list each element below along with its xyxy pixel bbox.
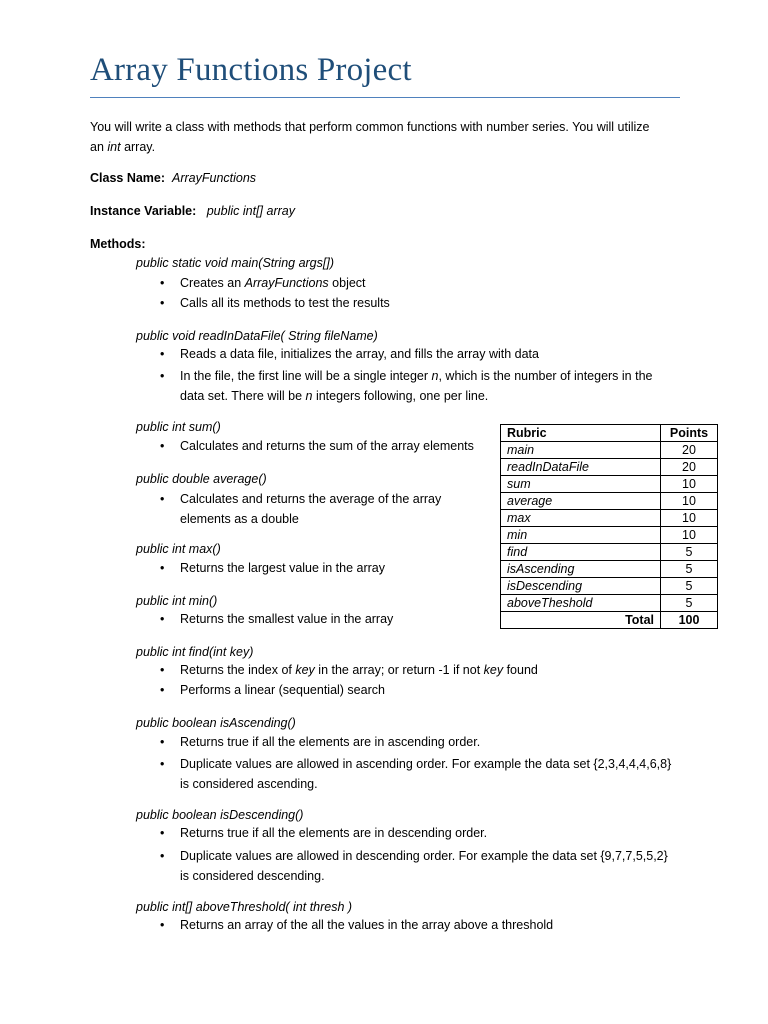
method-sum-signature: public int sum() (136, 420, 221, 434)
rubric-item-name: isDescending (501, 578, 661, 595)
rubric-item-name: isAscending (501, 561, 661, 578)
rubric-item-points: 5 (661, 578, 718, 595)
list-item (160, 663, 538, 677)
rubric-table (500, 424, 718, 629)
bullet-text: In the file, the first line will be a single integer (180, 369, 432, 383)
intro-text: an (90, 140, 108, 154)
intro-line-2 (90, 137, 690, 157)
rubric-item-points: 5 (661, 595, 718, 612)
table-row (501, 561, 718, 578)
bullet-text: Performs a linear (sequential) search (180, 683, 385, 697)
page-title: Array Functions Project (90, 52, 412, 88)
bullet-emphasis: ArrayFunctions (244, 276, 329, 290)
intro-line-1: You will write a class with methods that perform common functions with number series. You will utilize (90, 120, 650, 134)
method-isdescending-signature: public boolean isDescending() (136, 808, 304, 822)
bullet-text-end: , which is the number of integers in the (438, 369, 653, 383)
rubric-item-points: 10 (661, 527, 718, 544)
table-row (501, 493, 718, 510)
bullet-text: Returns the index of (180, 663, 296, 677)
bullet-emphasis: n (431, 369, 439, 383)
list-item (160, 561, 385, 575)
bullet-text: Calls all its methods to test the results (180, 296, 390, 310)
table-row (501, 527, 718, 544)
intro-emphasis: int (107, 140, 121, 154)
bullet-text-line2: elements as a double (180, 512, 299, 526)
method-isascending-signature: public boolean isAscending() (136, 716, 296, 730)
rubric-item-name: min (501, 527, 661, 544)
bullet-text: Calculates and returns the sum of the array elements (180, 439, 474, 453)
rubric-item-name: max (501, 510, 661, 527)
table-row (501, 510, 718, 527)
rubric-header-row (501, 425, 718, 442)
bullet: • (160, 918, 165, 932)
rubric-item-name: main (501, 442, 661, 459)
rubric-item-name: aboveTheshold (501, 595, 661, 612)
bullet-text: Returns true if all the elements are in ascending order. (180, 735, 481, 749)
rubric-item-points: 10 (661, 493, 718, 510)
table-row (501, 476, 718, 493)
instance-variable-label: Instance Variable: (90, 204, 197, 218)
bullet-text-end: found (503, 663, 538, 677)
methods-heading: Methods: (90, 237, 146, 251)
intro-text-end: array. (120, 140, 156, 154)
method-max-signature: public int max() (136, 542, 221, 556)
list-item (160, 918, 553, 932)
list-item (160, 489, 441, 529)
bullet: • (160, 683, 165, 697)
bullet: • (160, 561, 165, 575)
bullet-text-line2: data set. There will be (180, 389, 306, 403)
list-item (160, 296, 390, 310)
rubric-item-points: 20 (661, 459, 718, 476)
bullet: • (160, 826, 165, 840)
bullet: • (160, 276, 165, 290)
bullet-text-line2-end: integers following, one per line. (312, 389, 489, 403)
bullet-text: Reads a data file, initializes the array, and fills the array with data (180, 347, 539, 361)
rubric-header-points: Points (661, 425, 718, 442)
class-name-label: Class Name: (90, 171, 166, 185)
bullet-emphasis: key (295, 663, 315, 677)
bullet-text: Returns an array of the all the values in the array above a threshold (180, 918, 554, 932)
list-item (160, 612, 393, 626)
rubric-total-value: 100 (661, 612, 718, 629)
list-item (160, 826, 487, 840)
rubric-total-row (501, 612, 718, 629)
bullet-text: Returns true if all the elements are in descending order. (180, 826, 488, 840)
bullet-text: Returns the smallest value in the array (180, 612, 394, 626)
bullet-text-mid: in the array; or return -1 if not (314, 663, 484, 677)
instance-variable-value: public int[] array (206, 204, 295, 218)
bullet-text: Creates an (180, 276, 245, 290)
rubric-header-name: Rubric (501, 425, 661, 442)
method-readindatafile-signature: public void readInDataFile( String fileName) (136, 329, 378, 343)
bullet-text: Returns the largest value in the array (180, 561, 385, 575)
bullet-text: Duplicate values are allowed in ascending order. For example the data set {2,3,4,4,4,6,8} (180, 757, 672, 771)
bullet: • (160, 849, 165, 863)
list-item (160, 366, 653, 406)
rubric-item-points: 10 (661, 476, 718, 493)
instance-variable-line (90, 204, 295, 218)
list-item (160, 439, 474, 453)
list-item (160, 276, 366, 290)
bullet: • (160, 296, 165, 310)
method-min-signature: public int min() (136, 594, 218, 608)
rubric-item-points: 10 (661, 510, 718, 527)
table-row (501, 578, 718, 595)
title-divider (90, 97, 680, 98)
bullet: • (160, 347, 165, 361)
rubric-item-points: 20 (661, 442, 718, 459)
rubric-total-label: Total (501, 612, 661, 629)
table-row (501, 442, 718, 459)
bullet-emphasis-2: key (483, 663, 504, 677)
bullet-text: Duplicate values are allowed in descending order. For example the data set {9,7,7,5,5,2} (180, 849, 668, 863)
table-row (501, 459, 718, 476)
rubric-item-name: average (501, 493, 661, 510)
bullet: • (160, 492, 165, 506)
bullet: • (160, 735, 165, 749)
list-item (160, 683, 385, 697)
bullet-text: Calculates and returns the average of the array (180, 492, 442, 506)
rubric-item-name: sum (501, 476, 661, 493)
rubric-item-points: 5 (661, 561, 718, 578)
bullet: • (160, 757, 165, 771)
bullet: • (160, 439, 165, 453)
method-average-signature: public double average() (136, 472, 267, 486)
bullet-text-line2: is considered descending. (180, 869, 325, 883)
rubric-item-points: 5 (661, 544, 718, 561)
bullet: • (160, 612, 165, 626)
class-name-line (90, 171, 256, 185)
rubric-item-name: readInDataFile (501, 459, 661, 476)
method-find-signature: public int find(int key) (136, 645, 254, 659)
method-main-signature: public static void main(String args[]) (136, 256, 334, 270)
bullet-emphasis: n (305, 389, 313, 403)
method-abovethreshold-signature: public int[] aboveThreshold( int thresh ) (136, 900, 353, 914)
bullet: • (160, 663, 165, 677)
bullet-text-line2: is considered ascending. (180, 777, 318, 791)
table-row (501, 595, 718, 612)
list-item (160, 347, 539, 361)
intro-paragraph (90, 117, 690, 157)
rubric-item-name: find (501, 544, 661, 561)
list-item (160, 846, 668, 886)
bullet-text-end: object (328, 276, 366, 290)
class-name-value: ArrayFunctions (172, 171, 257, 185)
bullet: • (160, 369, 165, 383)
list-item (160, 735, 480, 749)
table-row (501, 544, 718, 561)
list-item (160, 754, 671, 794)
